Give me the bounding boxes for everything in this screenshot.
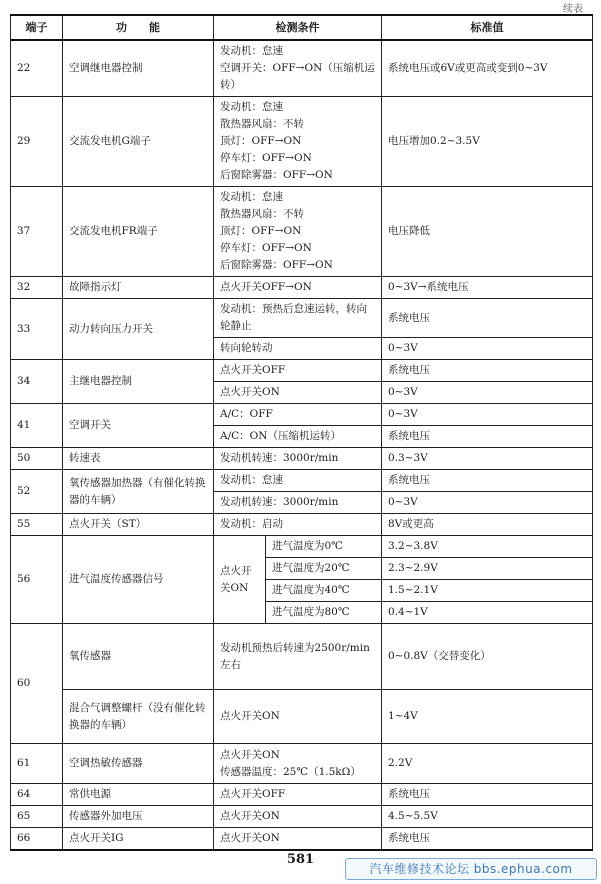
function-cell: 空调开关 (63, 404, 214, 448)
condition-line: 空调开关：OFF→ON（压缩机运转） (220, 62, 375, 91)
standard-cell: 8V或更高 (382, 514, 593, 536)
header-row (11, 15, 593, 40)
condition-cell: 点火开关OFF (214, 360, 382, 382)
function-cell: 空调继电器控制 (63, 40, 214, 97)
condition-line: 散热器风扇：不转 (220, 118, 304, 130)
standard-cell: 3.2~3.8V (382, 536, 593, 558)
standard-cell: 系统电压 (382, 784, 593, 806)
condition-line: 发动机：怠速 (220, 191, 283, 203)
terminal-cell: 41 (11, 404, 63, 448)
function-cell: 点火开关IG (63, 828, 214, 851)
function-cell: 氧传感器加热器（有催化转换器的车辆） (63, 470, 214, 514)
condition-line: 散热器风扇：不转 (220, 208, 304, 220)
condition-line: 顶灯：OFF→ON (220, 135, 302, 147)
page-number: 581 (286, 852, 315, 867)
header-function: 功 能 (63, 15, 214, 40)
table-row (11, 690, 593, 744)
terminal-cell: 60 (11, 624, 63, 744)
standard-cell: 1.5~2.1V (382, 580, 593, 602)
standard-cell: 系统电压或6V或更高或变到0~3V (382, 40, 593, 97)
condition-cell: 点火开关ON (214, 806, 382, 828)
function-cell: 主继电器控制 (63, 360, 214, 404)
terminal-cell: 22 (11, 40, 63, 97)
standard-cell: 系统电压 (382, 360, 593, 382)
condition-cell: 点火开关ON (214, 382, 382, 404)
function-cell: 交流发电机FR端子 (63, 187, 214, 277)
standard-cell: 2.3~2.9V (382, 558, 593, 580)
condition-line: 后窗除雾器：OFF→ON (220, 169, 333, 181)
standard-cell: 4.5~5.5V (382, 806, 593, 828)
terminal-cell: 65 (11, 806, 63, 828)
condition-cell: A/C：OFF (214, 404, 382, 426)
function-cell: 常供电源 (63, 784, 214, 806)
table-row (11, 277, 593, 299)
header-terminal: 端子 (11, 15, 63, 40)
standard-cell: 0~0.8V（交替变化） (382, 624, 593, 690)
terminal-cell: 52 (11, 470, 63, 514)
table-row (11, 448, 593, 470)
function-cell: 交流发电机G端子 (63, 97, 214, 187)
condition-cell: 发动机转速：3000r/min (214, 492, 382, 514)
continued-label: 续表 (563, 4, 583, 15)
terminal-cell: 50 (11, 448, 63, 470)
standard-cell: 电压增加0.2~3.5V (382, 97, 593, 187)
condition-cell: A/C：ON（压缩机运转） (214, 426, 382, 448)
condition-cell: 发动机：启动 (214, 514, 382, 536)
condition-cell: 发动机：怠速 (214, 470, 382, 492)
function-cell: 动力转向压力开关 (63, 299, 214, 360)
condition-line: 后窗除雾器：OFF→ON (220, 259, 333, 271)
standard-cell: 0~3V (382, 382, 593, 404)
terminal-cell: 32 (11, 277, 63, 299)
condition-cell: 点火开关OFF (214, 784, 382, 806)
function-cell: 转速表 (63, 448, 214, 470)
standard-cell: 1~4V (382, 690, 593, 744)
terminal-cell: 56 (11, 536, 63, 624)
table-row (11, 187, 593, 277)
table-row (11, 470, 593, 492)
terminal-cell: 34 (11, 360, 63, 404)
terminal-cell: 66 (11, 828, 63, 851)
table-row (11, 514, 593, 536)
terminal-cell: 37 (11, 187, 63, 277)
condition-cell: 进气温度为80℃ (266, 602, 382, 624)
standard-cell: 系统电压 (382, 299, 593, 338)
standard-cell: 0~3V (382, 492, 593, 514)
standard-cell: 系统电压 (382, 426, 593, 448)
condition-cell: 进气温度为20℃ (266, 558, 382, 580)
condition-line: 顶灯：OFF→ON (220, 225, 302, 237)
header-condition: 检测条件 (214, 15, 382, 40)
standard-cell: 电压降低 (382, 187, 593, 277)
function-cell: 混合气调整螺杆（没有催化转换器的车辆） (63, 690, 214, 744)
table-row (11, 744, 593, 784)
terminal-cell: 55 (11, 514, 63, 536)
condition-group-cell: 点火开关ON (214, 536, 266, 624)
table-row (11, 828, 593, 851)
condition-line: 停车灯：OFF→ON (220, 152, 312, 164)
table-row (11, 404, 593, 426)
function-cell: 进气温度传感器信号 (63, 536, 214, 624)
condition-line: 点火开关ON (220, 748, 280, 761)
table-row (11, 624, 593, 690)
standard-cell: 0~3V (382, 404, 593, 426)
table-row (11, 536, 593, 558)
terminal-spec-table (10, 14, 593, 851)
table-row (11, 299, 593, 338)
condition-line: 停车灯：OFF→ON (220, 242, 312, 254)
standard-cell: 系统电压 (382, 470, 593, 492)
condition-cell (214, 97, 382, 187)
condition-cell (214, 187, 382, 277)
condition-cell: 转向轮转动 (214, 338, 382, 360)
condition-cell: 发动机：预热后怠速运转，转向轮静止 (214, 299, 382, 338)
terminal-cell: 61 (11, 744, 63, 784)
condition-cell: 点火开关ON (214, 828, 382, 851)
standard-cell: 0~3V→系统电压 (382, 277, 593, 299)
condition-line: 发动机：怠速 (220, 101, 283, 113)
standard-cell: 系统电压 (382, 828, 593, 851)
condition-cell (214, 744, 382, 784)
condition-cell (214, 40, 382, 97)
condition-line: 传感器温度：25℃（1.5kΩ） (220, 765, 361, 778)
condition-line: 发动机：怠速 (220, 45, 283, 57)
standard-cell: 0~3V (382, 338, 593, 360)
terminal-cell: 33 (11, 299, 63, 360)
watermark: 汽车维修技术论坛 bbs.ephua.com (345, 858, 597, 880)
condition-cell: 发动机预热后转速为2500r/min左右 (214, 624, 382, 690)
condition-cell: 点火开关ON (214, 690, 382, 744)
terminal-cell: 64 (11, 784, 63, 806)
condition-cell: 进气温度为40℃ (266, 580, 382, 602)
function-cell: 故障指示灯 (63, 277, 214, 299)
table-row (11, 40, 593, 97)
function-cell: 点火开关（ST） (63, 514, 214, 536)
table-row (11, 784, 593, 806)
function-cell: 传感器外加电压 (63, 806, 214, 828)
table-row (11, 806, 593, 828)
standard-cell: 2.2V (382, 744, 593, 784)
terminal-cell: 29 (11, 97, 63, 187)
header-standard: 标准值 (382, 15, 593, 40)
table-row (11, 97, 593, 187)
function-cell: 空调热敏传感器 (63, 744, 214, 784)
standard-cell: 0.3~3V (382, 448, 593, 470)
condition-cell: 进气温度为0℃ (266, 536, 382, 558)
function-cell: 氧传感器 (63, 624, 214, 690)
standard-cell: 0.4~1V (382, 602, 593, 624)
condition-cell: 点火开关OFF→ON (214, 277, 382, 299)
table-row (11, 360, 593, 382)
condition-cell: 发动机转速：3000r/min (214, 448, 382, 470)
